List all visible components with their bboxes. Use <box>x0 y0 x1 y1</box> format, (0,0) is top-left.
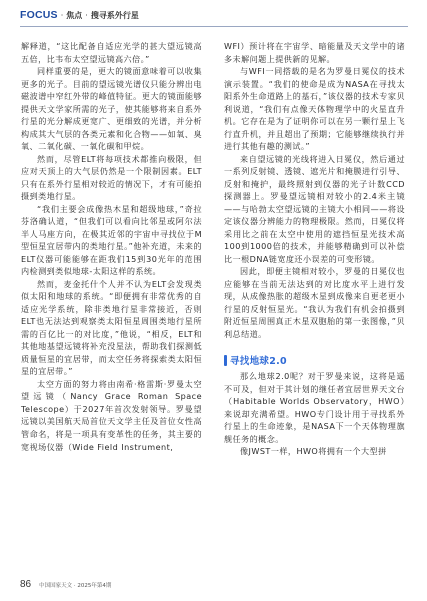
heading-accent-bar <box>224 355 227 366</box>
right-column-continued <box>224 370 405 458</box>
publication-info: 中国国家天文 · 2025年第4期 <box>39 583 112 589</box>
header-separator-2: · <box>85 10 88 20</box>
paragraph: 来自望远镜的光线将进入日冕仪，然后通过一系列反射镜、透镜、遮光片和掩膜进行引导、反射和掩护，最终照射到仪器的光子计数CCD探测器上。罗曼望远镜相对较小的2.4米主镜——与哈勃太空望远镜的主镜大小相同——将设定该仪器分辨能力的物理极限。然而，日冕仪将采用比之前在太空中使用的遮挡恒星光技术高100到1000倍的技术，并能够精确到可以补偿比一根DNA链宽度还小误差的可变形镜。 <box>224 153 405 264</box>
paragraph: 那么地球2.0呢？对于罗曼来说，这将是遥不可及，但对于其计划的继任者宜居世界天文台（Habitable Worlds Observatory，HWO）来说却充满希望。HWO专门设计用于寻找系外行星上的生命迹象，是NASA下一个天体物理旗舰任务的概念。 <box>224 371 405 444</box>
paragraph: 解释道，“这比配备自适应光学的甚大望远镜高五倍，比韦布太空望远镜高六倍。” <box>21 41 202 64</box>
paragraph: 然而，麦金托什个人并不认为ELT会发现类似太阳和地球的系统。“即便拥有非常优秀的自适应光学系统，除非类地行星非常接近，否则ELT也无法达到观察类太阳恒星周围类地行星所需的百亿比一的对比度，”他说，“相反，ELT和其他地基望远镜将补充没星法，帮助我们探测低质量恒星的宜居带，而太空任务将探索类太阳恒星的宜居带。” <box>21 278 202 377</box>
paragraph: 太空方面的努力将由南希·格雷斯·罗曼太空望远镜（Nancy Grace Roman Space Telescope）于2027年首次发射领导。罗曼望远镜以美国航天局首位天文学主任及首位女性高管命名，将是一项具有变革性的任务，其主要的宽视场仪器（Wide Field Instrument, <box>21 378 202 452</box>
paragraph: 像JWST一样，HWO将拥有一个大型拼 <box>240 446 387 457</box>
paragraph: 同样重要的是，更大的镜面意味着可以收集更多的光子。目前的望远镜光谱仪只能分辨出电磁波谱中窄红外带的峰值特征。更大的镜面能够提供天文学家所需的光子，使其能够将来自系外行星的光分解成更宽广、更细致的光谱，并分析构成其大气层的各类元素和化合物——如氧、臭氧、二氧化碳、一氧化碳和甲烷。 <box>21 66 202 152</box>
section-heading-text: 寻找地球2.0 <box>230 356 287 367</box>
page-footer <box>20 579 111 590</box>
paragraph: “我们主要会成像热木星和超级地球，”奇拉芬洛确认道，“但我们可以看向比邻星或阿尔法半人马座方向，在极其近邻的宇宙中寻找位于M型恒星宜居带内的类地行星。”他补充道，未来的ELT仪器可能能够在距我们15到30光年的范围内检测到类似地球-太阳这样的系统。 <box>21 203 202 277</box>
paragraph: 因此，即便主镜相对较小，罗曼的日冕仪也应能够在当前无法达到的对比度水平上进行发现，从成像热胀的超级木星到成像来自更老更小行星的反射恒星光。“我认为我们有机会拍摄到附近恒星周围真正木星双胞胎的第一张图像，”贝利总结道。 <box>224 266 405 339</box>
paragraph: 然而，尽管ELT将每项技术都推向极限，但应对天顶上的大气层仍然是一个限制因素。ELT只有在系外行星相对较近的情况下，才有可能拍摄到类地行星。 <box>21 153 202 202</box>
header-separator: · <box>60 10 64 20</box>
paragraph: 与WFI一同搭载的是名为罗曼日冕仪的技术演示装置。“我们的使命是成为NASA在寻找太阳系外生命道路上的基石，”该仪器的技术专家贝利说道，“我们有点像天体物理学中的火星直升机。它存在是为了证明你可以在另一颗行星上飞行直升机，并且超出了预期；它能够继续执行并进行其他有趣的测试。” <box>224 66 405 152</box>
section-heading <box>224 352 287 368</box>
right-column <box>224 40 405 340</box>
focus-label: FOCUS <box>20 9 58 21</box>
page-number: 86 <box>20 579 32 590</box>
section-label: 焦点 <box>66 10 83 20</box>
left-column <box>21 40 202 453</box>
header-divider <box>20 26 408 27</box>
topic-label: 搜寻系外行星 <box>90 10 139 20</box>
paragraph: WFI）预计将在宇宙学、暗能量及天文学中的诸多未解问题上提供新的见解。 <box>224 41 405 64</box>
running-header <box>20 7 139 23</box>
